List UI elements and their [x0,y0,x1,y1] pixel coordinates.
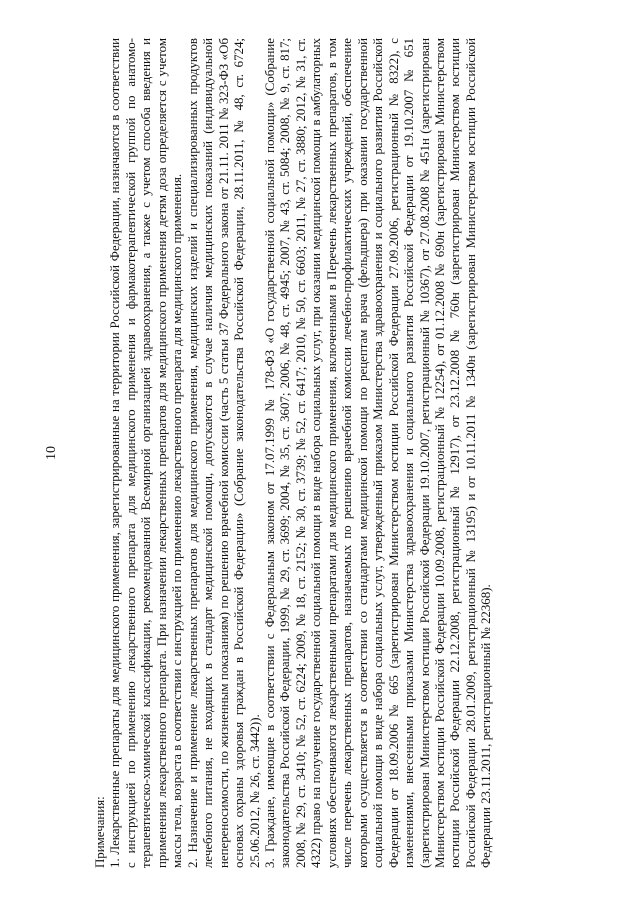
rotated-content [44,38,589,868]
notes-section [93,38,495,868]
note-item-2: 2. Назначение и применение лекарственных препаратов для медицинского применения, медицинских изделий и специализированных продуктов лечебного питания, не входящих в стандарт медицинской помощи, допускаются в случае наличия медицинских показаний (индивидуальной непереносимости, по жизненным показаниям) по решению врачебной комиссии (часть 5 статьи 37 Федерального закона от 21.11. 2011 № 323-ФЗ «Об основах охраны здоровья граждан в Российской Федерации» (Собрание законодательства Российской Федерации, 28.11.2011, № 48, ст. 6724; 25.06.2012, № 26, ст. 3442)). [185,38,262,868]
notes-heading: Примечания: [93,796,107,868]
note-item-1: 1. Лекарственные препараты для медицинского применения, зарегистрированные на территории Российской Федерации, назначаются в соответствии с инструкцией по применению лекарственного препарата для медицинского применения и фармакотерапевтической группой по анатомо-терапевтическо-химической классификации, рекомендованной Всемирной организацией здравоохранения, а также с учетом способа введения и применения лекарственного препарата. При назначении лекарственных препаратов для медицинского применения детям доза определяется с учетом массы тела, возраста в соответствии с инструкцией по применению лекарственного препарата для медицинского применения. [108,38,185,868]
note-item-3: 3. Граждане, имеющие в соответствии с Федеральным законом от 17.07.1999 № 178-ФЗ «О государственной социальной помощи» (Собрание законодательства Российской Федерации, 1999, № 29, ст. 3699; 2004, № 35, ст. 3607; 2006, № 48, ст. 4945; 2007, № 43, ст. 5084; 2008, № 9, ст. 817; 2008, № 29, ст. 3410; № 52, ст. 6224; 2009, № 18, ст. 2152; № 30, ст. 3739; № 52, ст. 6417; 2010, № 50, ст. 6603; 2011, № 27, ст. 3880; 2012, № 31, ст. 4322) право на получение государственной социальной помощи в виде набора социальных услуг, при оказании медицинской помощи в амбулаторных условиях обеспечиваются лекарственными препаратами для медицинского применения, включенными в Перечень лекарственных препаратов, в том числе перечень лекарственных препаратов, назначаемых по решению врачебной комиссии лечебно-профилактических учреждений, обеспечение которыми осуществляется в соответствии со стандартами медицинской помощи по рецептам врача (фельдшера) при оказании государственной социальной помощи в виде набора социальных услуг, утвержденный приказом Министерства здравоохранения и социального развития Российской Федерации от 18.09.2006 № 665 (зарегистрирован Министерством юстиции Российской Федерации 27.09.2006, регистрационный № 8322), с изменениями, внесенными приказами Министерства здравоохранения и социального развития Российской Федерации от 19.10.2007 № 651 (зарегистрирован Министерством юстиции Российской Федерации 19.10.2007, регистрационный № 10367), от 27.08.2008 № 451н (зарегистрирован Министерством юстиции Российской Федерации 10.09.2008, регистрационный № 12254), от 01.12.2008 № 690н (зарегистрирован Министерством юстиции Российской Федерации 22.12.2008, регистрационный № 12917), от 23.12.2008 № 760н (зарегистрирован Министерством юстиции Российской Федерации 28.01.2009, регистрационный № 13195) и от 10.11.2011 № 1340н (зарегистрирован Министерством юстиции Российской Федерации 23.11.2011, регистрационный № 22368). [262,38,494,868]
page-number: 10 [44,446,59,460]
